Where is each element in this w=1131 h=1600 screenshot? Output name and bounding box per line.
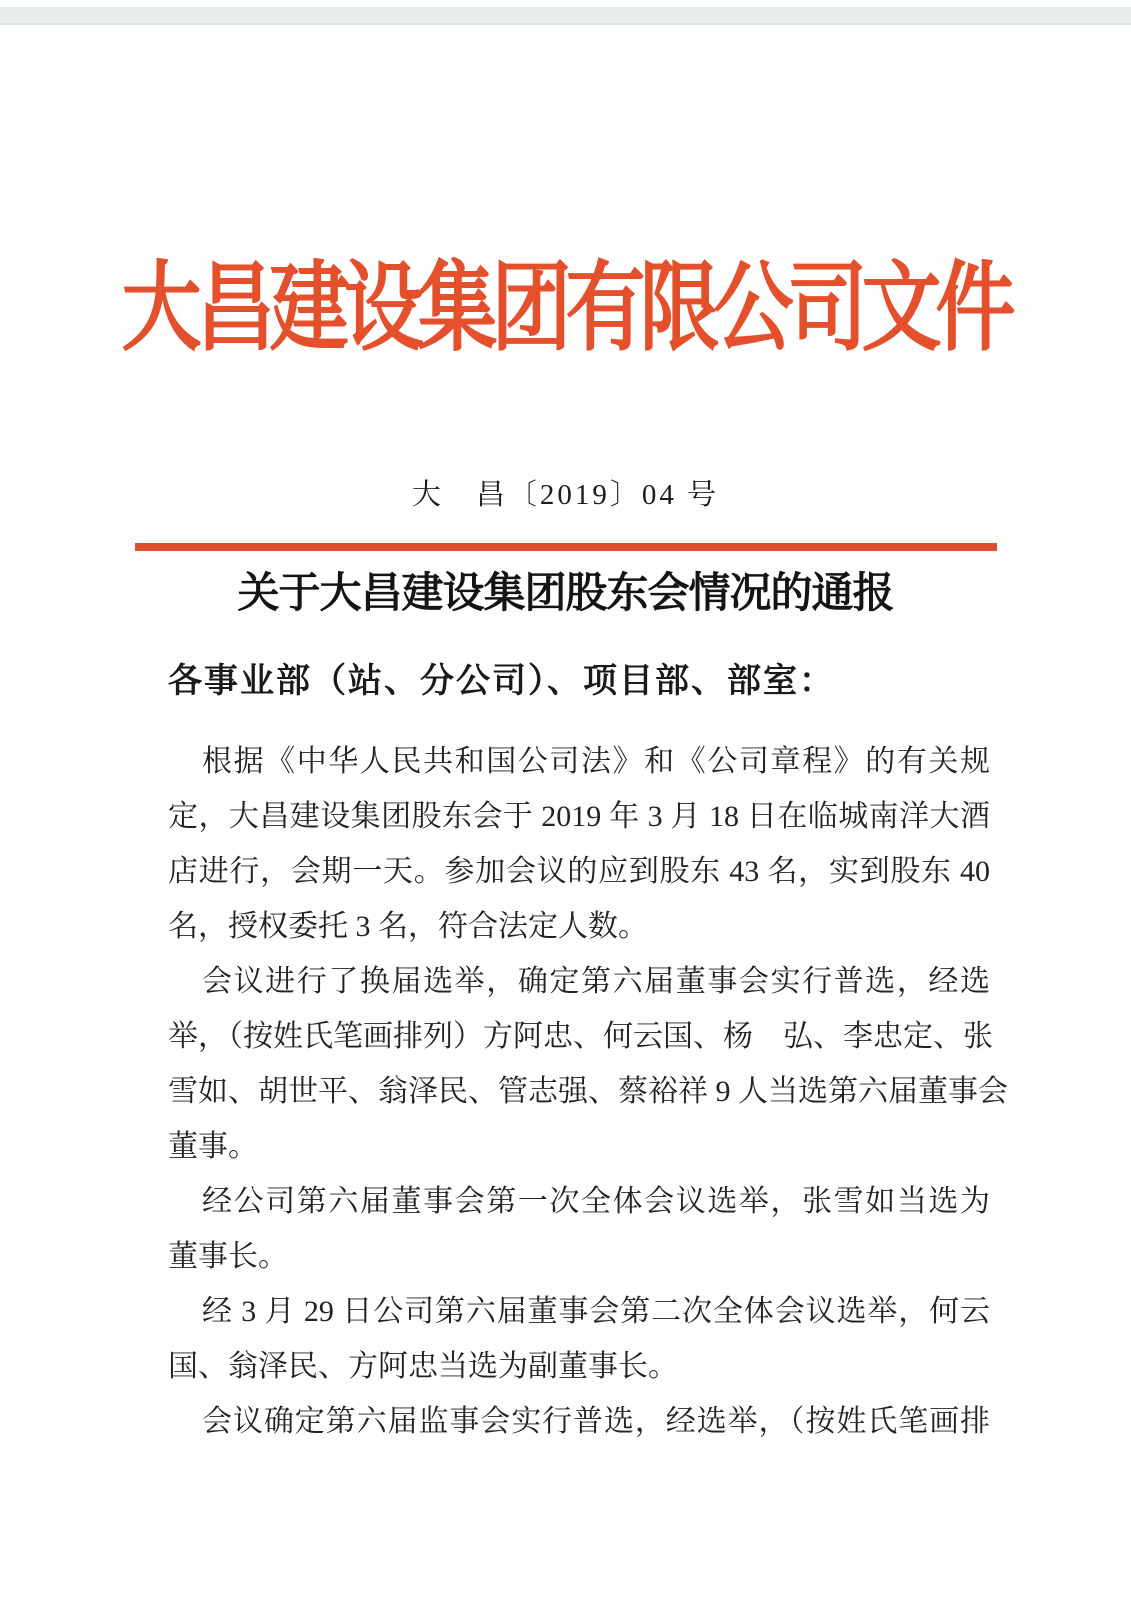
body-line: 经公司第六届董事会第一次全体会议选举，张雪如当选为 [202,1185,990,1218]
body-line: 举，（按姓氏笔画排列）方阿忠、何云国、杨 弘、李忠定、张 [168,1020,993,1053]
document-title: 关于大昌建设集团股东会情况的通报 [237,571,894,617]
body-line: 雪如、胡世平、翁泽民、管志强、蔡裕祥 9 人当选第六届董事会 [168,1075,1008,1108]
scanner-edge-artifact [0,7,1131,25]
body-line: 会议确定第六届监事会实行普选，经选举，（按姓氏笔画排 [202,1405,990,1438]
company-document-header: 大昌建设集团有限公司文件 [121,256,1010,364]
body-line: 董事。 [168,1130,258,1163]
body-line: 定，大昌建设集团股东会于 2019 年 3 月 18 日在临城南洋大酒 [168,800,990,833]
body-line: 根据《中华人民共和国公司法》和《公司章程》的有关规 [202,745,990,778]
addressee-line: 各事业部（站、分公司）、项目部、部室： [168,663,835,700]
body-line: 名，授权委托 3 名，符合法定人数。 [168,910,648,943]
body-line: 会议进行了换届选举，确定第六届董事会实行普选，经选 [202,965,990,998]
body-line: 经 3 月 29 日公司第六届董事会第二次全体会议选举，何云 [202,1295,990,1328]
body-line: 店进行，会期一天。参加会议的应到股东 43 名，实到股东 40 [168,855,990,888]
document-body [168,734,1008,1449]
body-line: 国、翁泽民、方阿忠当选为副董事长。 [168,1350,678,1383]
body-line: 董事长。 [168,1240,288,1273]
document-number: 大 昌〔2019〕04 号 [411,479,720,511]
red-divider-line [135,543,997,551]
